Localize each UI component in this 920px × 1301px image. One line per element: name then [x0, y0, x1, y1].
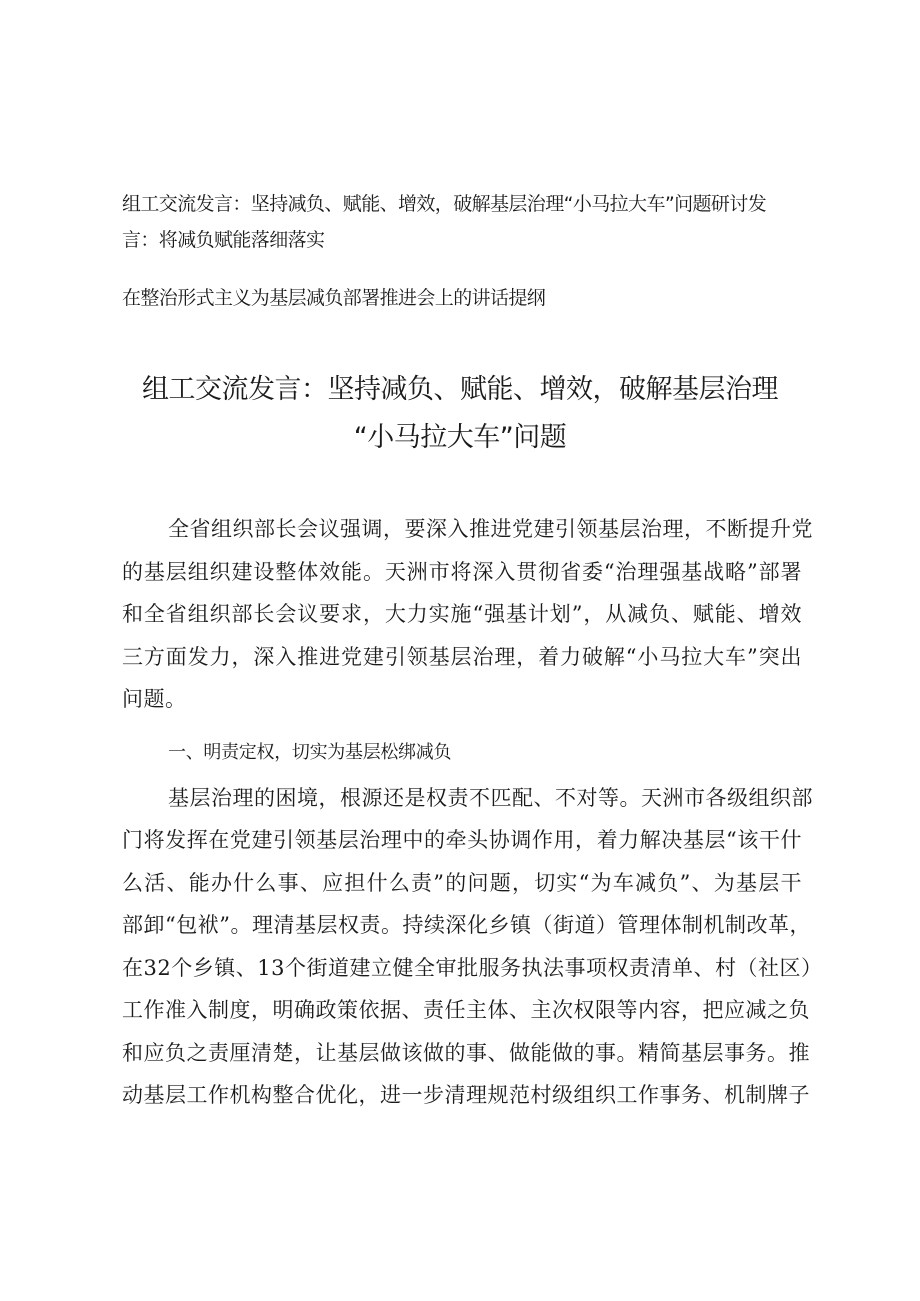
paragraph-2-line: 动基层工作机构整合优化，进一步清理规范村级组织工作事务、机制牌子: [122, 1083, 810, 1107]
paragraph-2-line: 工作准入制度，明确政策依据、责任主体、主次权限等内容，把应减之负: [122, 998, 810, 1022]
paragraph-1-line: 和全省组织部长会议要求，大力实施“强基计划”，从减负、赋能、增效: [122, 602, 802, 626]
paragraph-2-line: 么活、能办什么事、应担什么责”的问题，切实“为车减负”、为基层干: [122, 870, 802, 895]
document-title-line-2: “小马拉大车”问题: [353, 422, 567, 453]
toc-spacer: [122, 258, 802, 280]
paragraph-1-line: 全省组织部长会议强调，要深入推进党建引领基层治理，不断提升党: [168, 517, 813, 541]
paragraph-2-line: 在32个乡镇、13个街道建立健全审批服务执法事项权责清单、村（社区）: [122, 955, 823, 980]
document-title-line-1: 组工交流发言：坚持减负、赋能、增效，破解基层治理: [142, 374, 778, 405]
document-body: [122, 508, 823, 1117]
toc-entry-2: 在整治形式主义为基层减负部署推进会上的讲话提纲: [122, 287, 546, 309]
section-heading: 一、明责定权，切实为基层松绑减负: [168, 741, 452, 763]
document-title: [120, 366, 800, 462]
paragraph-2-line: 部卸“包袱”。理清基层权责。持续深化乡镇（街道）管理体制机制改革，: [122, 913, 811, 937]
paragraph-1-line: 的基层组织建设整体效能。天洲市将深入贯彻省委“治理强基战略”部署: [122, 559, 802, 584]
paragraph-1-line: 三方面发力，深入推进党建引领基层治理，着力破解“小马拉大车”突出: [122, 644, 802, 669]
toc-entry-1-line-1: 组工交流发言：坚持减负、赋能、增效，破解基层治理“小马拉大车”问题研讨发: [122, 193, 767, 215]
paragraph-2-line: 门将发挥在党建引领基层治理中的牵头协调作用，着力解决基层“该干什: [122, 828, 802, 852]
toc-entry-1-line-2: 言：将减负赋能落细落实: [122, 229, 325, 251]
paragraph-2-line: 和应负之责厘清楚，让基层做该做的事、做能做的事。精简基层事务。推: [122, 1040, 810, 1065]
paragraph-2-line: 基层治理的困境，根源还是权责不匹配、不对等。天洲市各级组织部: [168, 785, 813, 810]
paragraph-1-line: 问题。: [122, 687, 187, 711]
table-of-contents: [122, 186, 802, 316]
